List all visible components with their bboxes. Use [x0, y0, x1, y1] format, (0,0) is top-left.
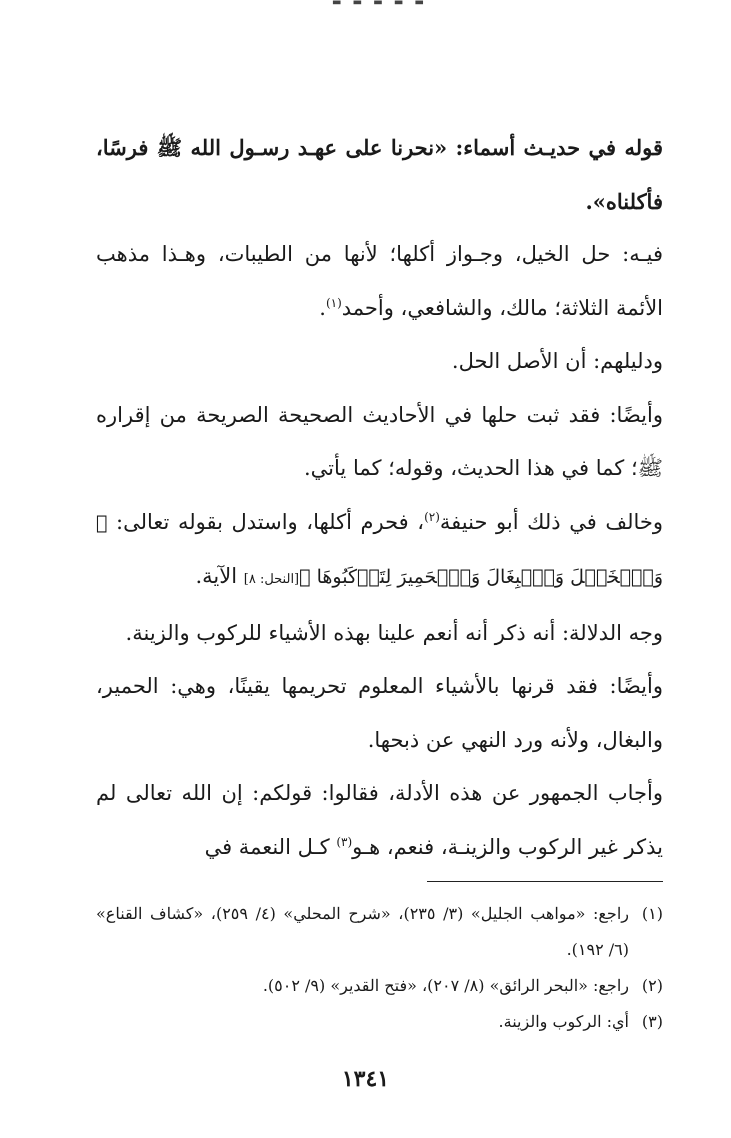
- paragraph-abu-hanifa-end: الآية.: [195, 564, 244, 588]
- paragraph-abu-hanifa: [96, 496, 663, 607]
- footnote-marker-3: (٣): [336, 834, 353, 849]
- footnote-1: [96, 896, 663, 968]
- paragraph-ruling-end: .: [319, 295, 326, 320]
- page-number: ١٣٤١: [341, 1066, 390, 1092]
- footnote-number: (٣): [641, 1012, 663, 1031]
- paragraph-majority-reply-end: كـل النعمة في: [204, 834, 337, 859]
- paragraph-evidence: ودليلهم: أن الأصل الحل.: [451, 349, 663, 373]
- footnote-marker-2: (٢): [424, 509, 440, 524]
- paragraph-hadith-quote: قوله في حديـث أسماء: «نحرنا على عهـد رسـول الله ﷺ فرسًا، فأكلناه».: [96, 135, 663, 214]
- footnote-number: (٢): [641, 976, 663, 995]
- footnote-2: [96, 968, 663, 1004]
- paragraph-also-paired: وأيضًا: فقد قرنها بالأشياء المعلوم تحريمها يقينًا، وهي: الحمير، والبغال، ولأنه ورد النهي عن ذبحها.: [96, 674, 663, 752]
- footnotes: [96, 896, 663, 1040]
- footnote-text: راجع: «البحر الرائق» (٨/ ٢٠٧)، «فتح القدير» (٩/ ٥٠٢).: [262, 976, 629, 995]
- paragraph-ruling: [96, 228, 663, 335]
- footnote-number: (١): [641, 904, 663, 923]
- footnote-text: راجع: «مواهب الجليل» (٣/ ٢٣٥)، «شرح المحلي» (٤/ ٢٥٩)، «كشاف القناع» (٦/ ١٩٢).: [96, 904, 629, 959]
- paragraph-abu-hanifa-text: وخالف في ذلك أبو حنيفة: [439, 509, 663, 534]
- quran-reference: [النحل: ٨]: [243, 572, 300, 587]
- paragraph-ruling-text: فيـه: حل الخيل، وجـواز أكلها؛ لأنها من الطيبات، وهـذا مذهب الأئمة الثلاثة؛ مالك، والشافعي، وأحمد: [96, 242, 663, 320]
- footnote-text: أي: الركوب والزينة.: [498, 1012, 629, 1031]
- footnote-3: [96, 1004, 663, 1040]
- footnote-divider: [427, 881, 663, 882]
- paragraph-majority-reply: [96, 767, 663, 874]
- paragraph-majority-reply-text: وأجاب الجمهور عن هذه الأدلة، فقالوا: قولكم: إن الله تعالى لم يذكر غير الركوب والزينـة، فنعم، هـو: [96, 781, 663, 859]
- paragraph-also-hadith: وأيضًا: فقد ثبت حلها في الأحاديث الصحيحة الصريحة من إقراره ﷺ؛ كما في هذا الحديث، وقوله؛ كما يأتي.: [96, 402, 663, 480]
- body-text: [96, 121, 663, 874]
- paragraph-indication: وجه الدلالة: أنه ذكر أنه أنعم علينا بهذه الأشياء للركوب والزينة.: [125, 620, 663, 645]
- footnote-marker-1: (١): [325, 295, 342, 310]
- paragraph-abu-hanifa-cont: ، فحرم أكلها، واستدل بقوله تعالى:: [107, 509, 425, 534]
- header-ornament: ▬ ▬ ▬ ▬ ▬: [332, 0, 428, 8]
- quran-verse: ﴿ وَٱلۡخَيۡلَ وَٱلۡبِغَالَ وَٱلۡحَمِيرَ لِتَرۡكَبُوهَا ﴾: [96, 511, 663, 588]
